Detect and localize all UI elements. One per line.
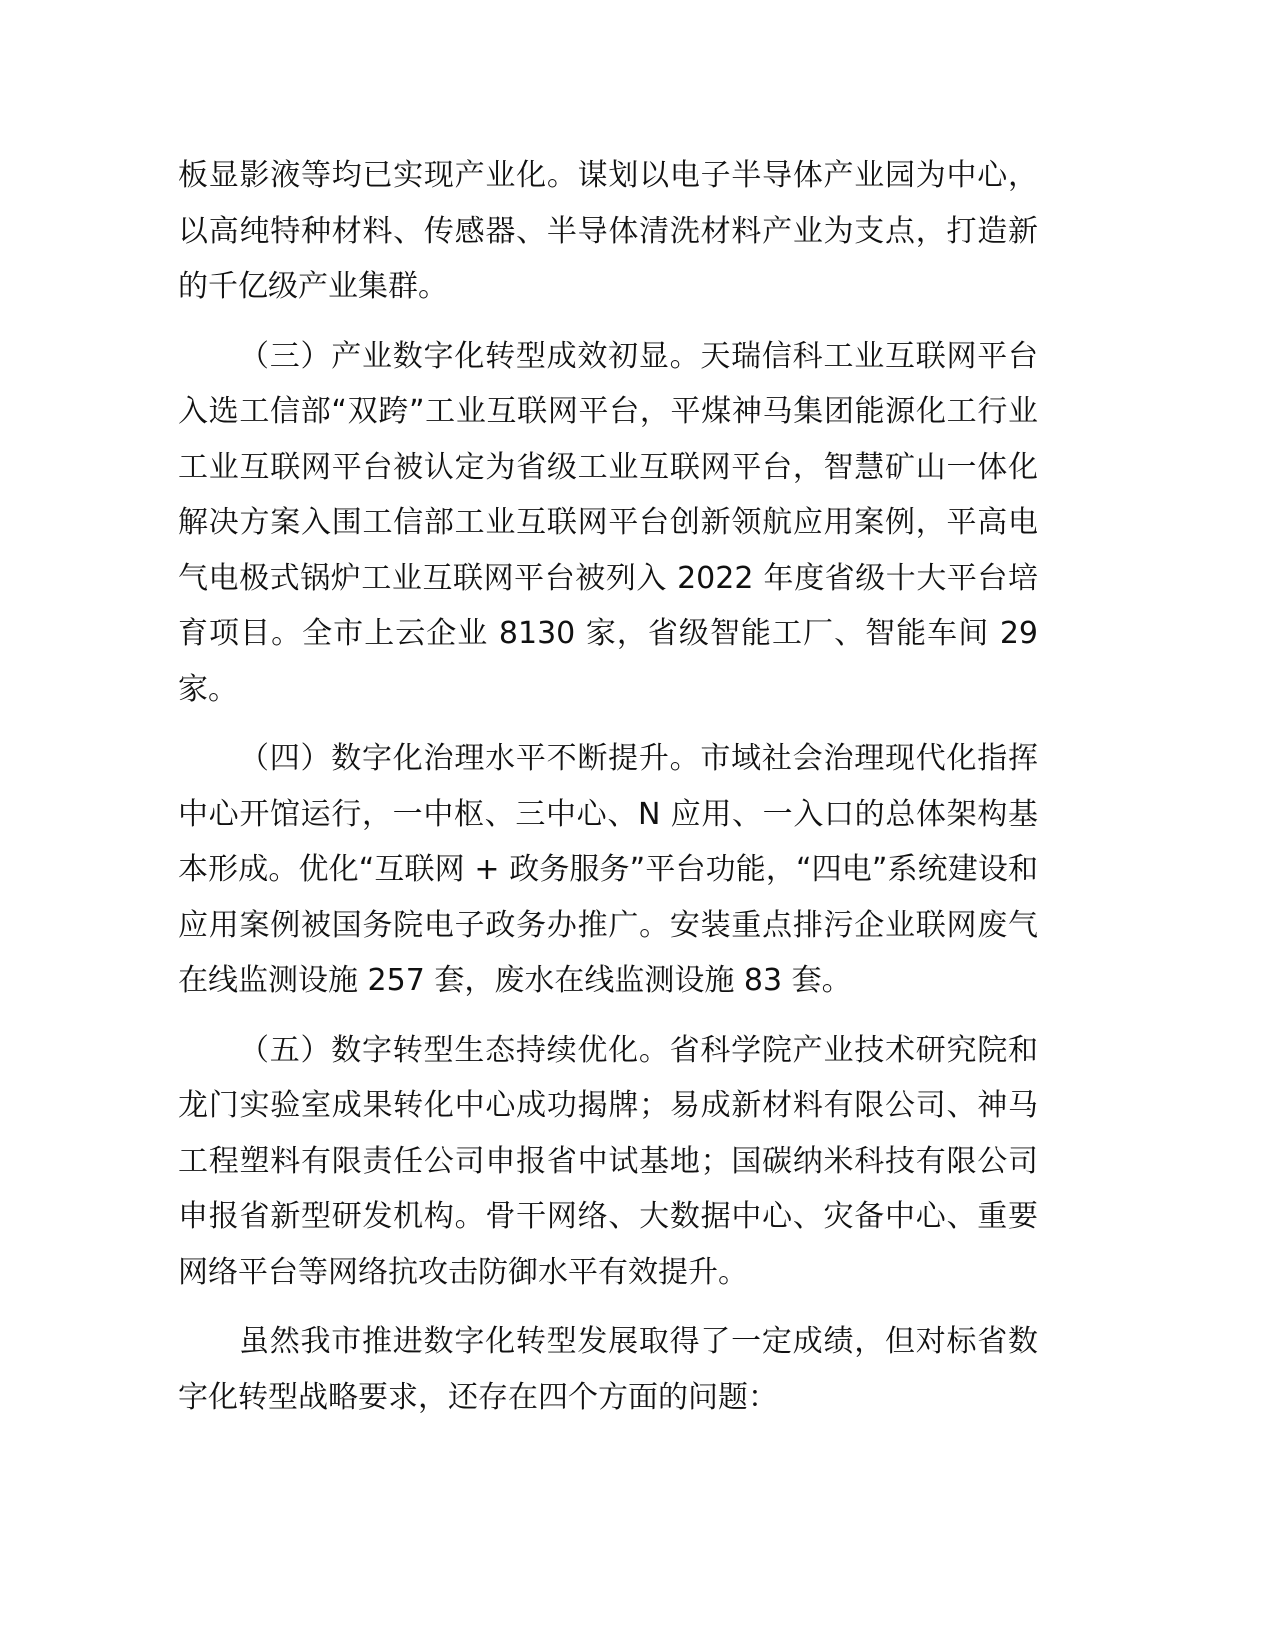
document-body	[178, 148, 1038, 1439]
paragraph-industrial-digitalization: （三）产业数字化转型成效初显。天瑞信科工业互联网平台入选工信部“双跨”工业互联网平台，平煤神马集团能源化工行业工业互联网平台被认定为省级工业互联网平台，智慧矿山一体化解决方案入围工信部工业互联网平台创新领航应用案例，平高电气电极式锅炉工业互联网平台被列入 2022 年度省级十大平台培育项目。全市上云企业 8130 家，省级智能工厂、智能车间 29 家。	[178, 338, 1038, 707]
paragraph-digital-ecosystem: （五）数字转型生态持续优化。省科学院产业技术研究院和龙门实验室成果转化中心成功揭牌；易成新材料有限公司、神马工程塑料有限责任公司申报省中试基地；国碳纳米科技有限公司申报省新型研发机构。骨干网络、大数据中心、灾备中心、重要网络平台等网络抗攻击防御水平有效提升。	[178, 1032, 1038, 1290]
paragraph-continuation: 板显影液等均已实现产业化。谋划以电子半导体产业园为中心，以高纯特种材料、传感器、半导体清洗材料产业为支点，打造新的千亿级产业集群。	[178, 158, 1038, 304]
paragraph-problems-intro: 虽然我市推进数字化转型发展取得了一定成绩，但对标省数字化转型战略要求，还存在四个方面的问题：	[178, 1324, 1038, 1415]
paragraph-digital-governance: （四）数字化治理水平不断提升。市域社会治理现代化指挥中心开馆运行，一中枢、三中心、N 应用、一入口的总体架构基本形成。优化“互联网 + 政务服务”平台功能，“四电”系统建设和应用案例被国务院电子政务办推广。安装重点排污企业联网废气在线监测设施 257 套，废水在线监测设施 83 套。	[178, 741, 1038, 998]
